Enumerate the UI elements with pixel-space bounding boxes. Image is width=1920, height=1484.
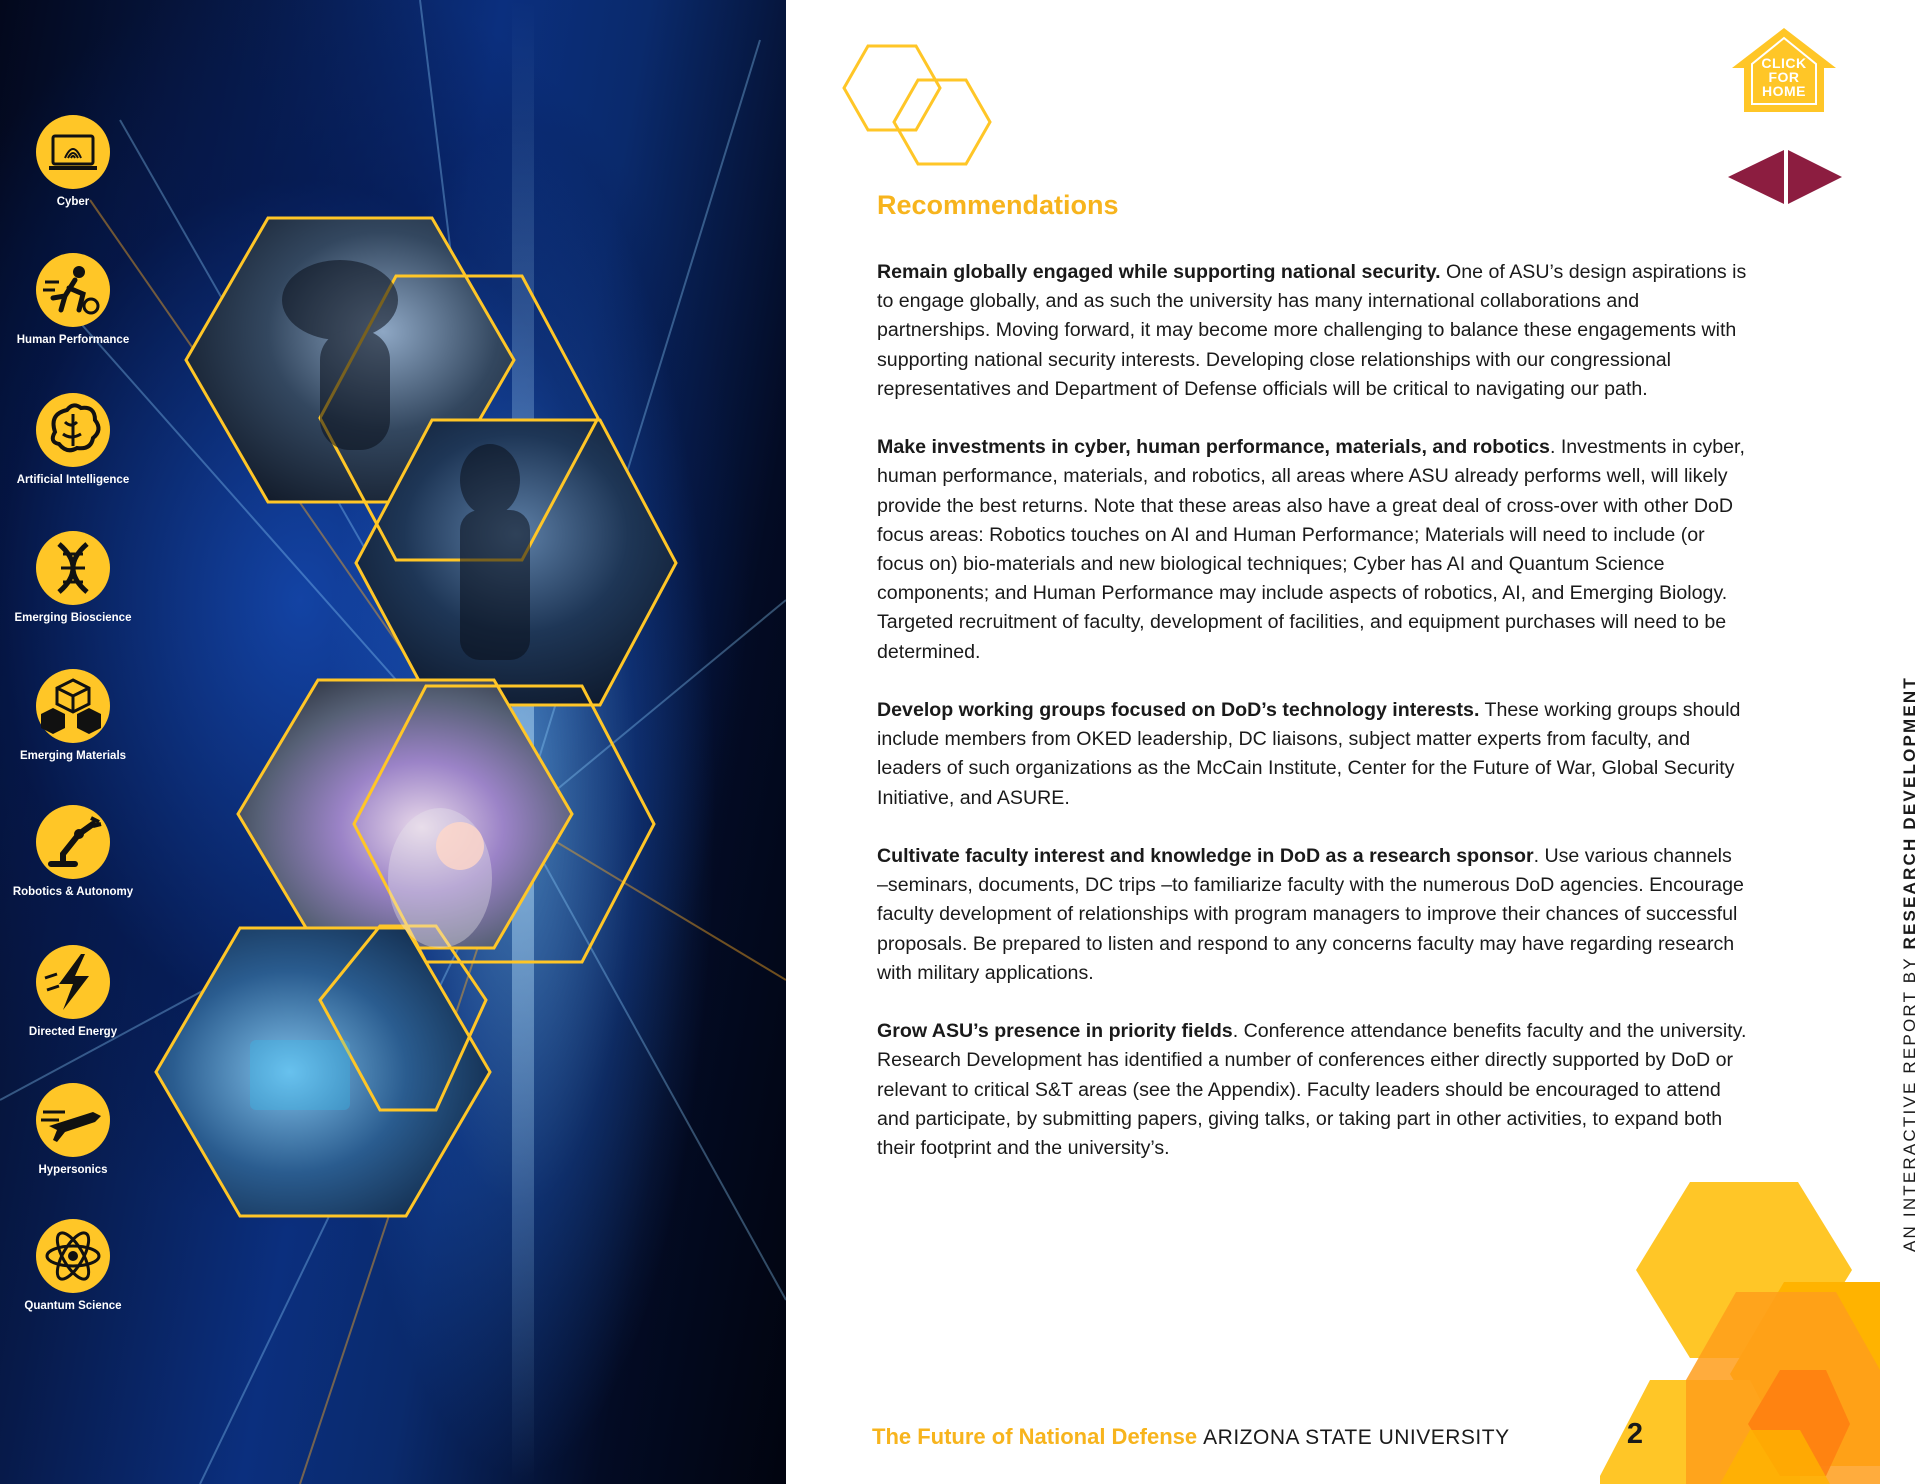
footer-university: ARIZONA STATE UNIVERSITY [1203,1426,1510,1449]
sidebar-item-human-performance[interactable] [0,252,146,346]
recommendation-lead: Cultivate faculty interest and knowledge in DoD as a research sponsor [877,845,1534,868]
page-navigation [1726,148,1842,206]
sidebar-item-label: Artificial Intelligence [16,474,130,486]
recommendation-paragraph [877,258,1747,404]
home-line-2: FOR [1768,69,1800,85]
atom-orbit-icon [35,1218,111,1294]
robot-arm-icon [35,804,111,880]
sidebar-item-label: Emerging Materials [19,750,127,762]
recommendation-body: . Investments in cyber, human performance, materials, and robotics, all areas where ASU already performs well, will likely provide the best returns. Note that these areas also have a great deal of cross-over with other DoD focus areas: Robotics touches on AI and Human Performance; Materials will need to include (or focus on) bio-materials and new biological techniques; Cyber has AI and Quantum Science components; and Human Performance may include aspects of robotics, AI, and Emerging Biology. Targeted recruitment of faculty, development of facilities, and equipment purchases will need to be determined. [877,436,1745,663]
recommendation-lead: Develop working groups focused on DoD’s technology interests. [877,699,1480,722]
sidebar-item-quantum-science[interactable] [0,1218,146,1312]
section-title: Recommendations [877,190,1119,220]
credit-prefix: AN INTERACTIVE REPORT BY [1900,949,1919,1253]
recommendation-paragraph [877,1017,1747,1163]
dna-helix-icon [35,530,111,606]
page-number: 2 [1626,1418,1644,1450]
recommendation-lead: Make investments in cyber, human performance, materials, and robotics [877,436,1550,459]
sidebar-item-emerging-materials[interactable] [0,668,146,762]
recommendation-paragraph [877,842,1747,988]
stacked-cubes-icon [35,668,111,744]
recommendation-body: These working groups should include members from OKED leadership, DC liaisons, subject matter experts from faculty, and leaders of such organizations as the McCain Institute, Center for the Future of War, Global Security Initiative, and ASURE. [877,699,1741,809]
topic-sidebar [0,0,146,1484]
lightning-bolt-icon [35,944,111,1020]
decorative-hexagon-outline [842,42,992,168]
jet-speed-icon [35,1082,111,1158]
previous-page-arrow-icon[interactable] [1726,148,1784,206]
recommendation-paragraph [877,433,1747,667]
click-for-home-button[interactable] [1728,24,1840,116]
left-image-panel [0,0,786,1484]
fingerprint-laptop-icon [35,114,111,190]
running-figure-gear-icon [35,252,111,328]
sidebar-item-cyber[interactable] [0,114,146,208]
sidebar-item-label: Emerging Bioscience [14,612,132,624]
sidebar-item-label: Directed Energy [28,1026,118,1038]
credit-emphasis: RESEARCH DEVELOPMENT [1900,676,1919,950]
sidebar-item-hypersonics[interactable] [0,1082,146,1176]
sidebar-item-emerging-bioscience[interactable] [0,530,146,624]
sidebar-item-label: Quantum Science [24,1300,122,1312]
recommendation-body: . Use various channels –seminars, documents, DC trips –to familiarize faculty with the numerous DoD agencies. Encourage faculty development of relationships with program managers to improve their chances of successful proposals. Be prepared to listen and respond to any concerns faculty may have regarding research with military applications. [877,845,1744,984]
recommendation-lead: Grow ASU’s presence in priority fields [877,1020,1233,1043]
sidebar-item-robotics-and-autonomy[interactable] [0,804,146,898]
footer-report-title: The Future of National Defense [872,1424,1198,1449]
home-line-3: HOME [1762,83,1806,99]
sidebar-item-directed-energy[interactable] [0,944,146,1038]
page-footer [872,1424,1510,1450]
sidebar-item-label: Human Performance [16,334,130,346]
home-line-1: CLICK [1761,55,1807,71]
sidebar-item-label: Cyber [56,196,90,208]
sidebar-item-artificial-intelligence[interactable] [0,392,146,486]
brain-circuit-icon [35,392,111,468]
recommendation-body: . Conference attendance benefits faculty and the university. Research Development has identified a number of conferences either directly supported by DoD or relevant to critical S&T areas (see the Appendix). Faculty leaders should be encouraged to attend and participate, by submitting papers, giving talks, or taking part in other activities, to expand both their footprint and the university’s. [877,1020,1747,1160]
next-page-arrow-icon[interactable] [1788,148,1842,206]
recommendations-body [877,258,1747,1192]
recommendation-paragraph [877,696,1747,813]
recommendation-body: One of ASU’s design aspirations is to engage globally, and as such the university has many international collaborations and partnerships. Moving forward, it may become more challenging to balance these engagements with supporting national security interests. Developing close relationships with our congressional representatives and Department of Defense officials will be critical to navigating our path. [877,261,1747,400]
sidebar-item-label: Hypersonics [38,1164,108,1176]
report-credit-vertical [1900,676,1920,1276]
recommendation-lead: Remain globally engaged while supporting national security. [877,261,1441,283]
sidebar-item-label: Robotics & Autonomy [12,886,134,898]
